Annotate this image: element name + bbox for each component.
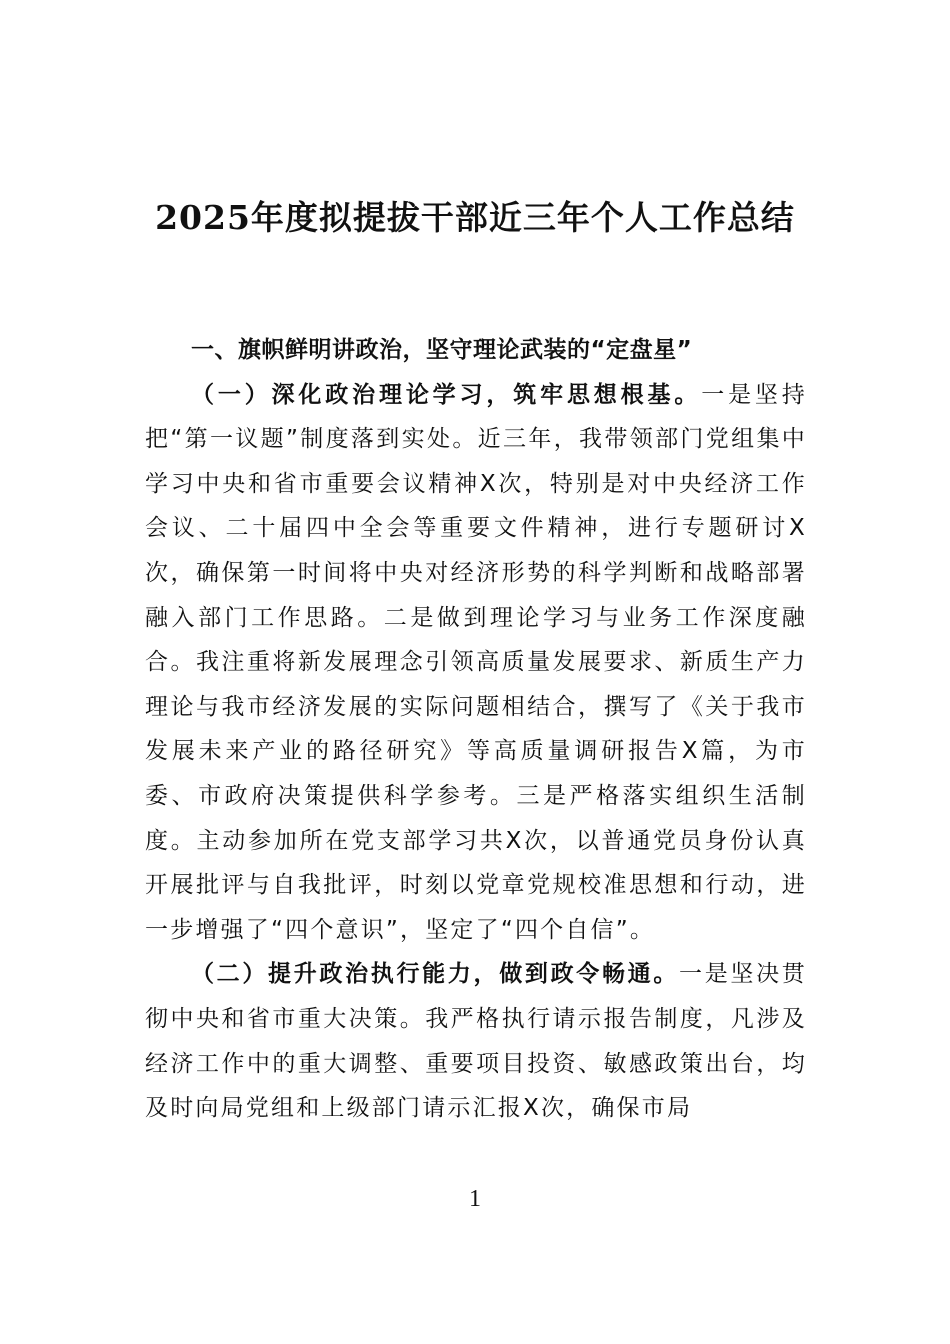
- subsection-heading: （二）提升政治执行能力，做到政令畅通。: [191, 961, 680, 988]
- paragraph-body: 一是坚持把“第一议题”制度落到实处。近三年，我带领部门党组集中学习中央和省市重要会议精神X次，特别是对中央经济工作会议、二十届四中全会等重要文件精神，进行专题研讨X次，确保第一时间将中央对经济形势的科学判断和战略部署融入部门工作思路。二是做到理论学习与业务工作深度融合。我注重将新发展理念引领高质量发展要求、新质生产力理论与我市经济发展的实际问题相结合，撰写了《关于我市发展未来产业的路径研究》等高质量调研报告X篇，为市委、市政府决策提供科学参考。三是严格落实组织生活制度。主动参加所在党支部学习共X次，以普通党员身份认真开展批评与自我批评，时刻以党章党规校准思想和行动，进一步增强了“四个意识”，坚定了“四个自信”。: [145, 381, 807, 943]
- paragraph-1: [145, 373, 807, 953]
- document-title: 2025年度拟提拔干部近三年个人工作总结: [155, 198, 795, 237]
- paragraph-body: 一是坚决贯彻中央和省市重大决策。我严格执行请示报告制度，凡涉及经济工作中的重大调整、重要项目投资、敏感政策出台，均及时向局党组和上级部门请示汇报X次，确保市局: [145, 961, 807, 1122]
- document-body: [145, 328, 807, 1131]
- subsection-heading: （一）深化政治理论学习，筑牢思想根基。: [191, 381, 702, 408]
- paragraph-2: [145, 952, 807, 1130]
- page-number: 1: [469, 1186, 481, 1212]
- section-heading: 一、旗帜鲜明讲政治，坚守理论武装的“定盘星”: [191, 337, 693, 363]
